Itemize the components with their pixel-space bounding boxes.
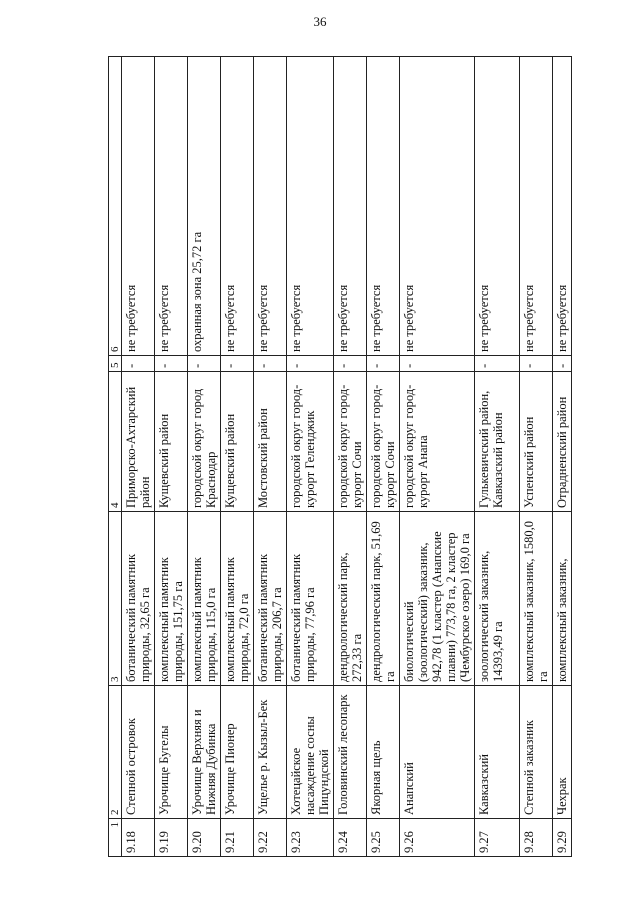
col5-value: - [287, 356, 334, 372]
col5-value: - [520, 356, 553, 372]
col5-value: - [188, 356, 221, 372]
page-number: 36 [313, 14, 327, 29]
table-row [122, 57, 155, 857]
row-number: 9.28 [520, 819, 553, 857]
col5-value: - [155, 356, 188, 372]
col6-value: не требуется [334, 57, 367, 356]
col5-value: - [221, 356, 254, 372]
row-number: 9.20 [188, 819, 221, 857]
object-name: Чехрак [553, 686, 572, 819]
object-name: Урочище Пионер [221, 686, 254, 819]
col6-value: не требуется [221, 57, 254, 356]
object-category: комплексный заказник, 1580,0 га [520, 512, 553, 686]
table-row [334, 57, 367, 857]
table-row [520, 57, 553, 857]
table-row [254, 57, 287, 857]
object-location: Приморско-Ахтарский район [122, 372, 155, 512]
header-col-6: 6 [109, 57, 122, 356]
object-category: комплексный памятник природы, 115,0 га [188, 512, 221, 686]
object-location: городской округ город-курорт Анапа [400, 372, 475, 512]
object-category: ботанический памятник природы, 32,65 га [122, 512, 155, 686]
object-category: дендрологический парк, 272,33 га [334, 512, 367, 686]
row-number: 9.24 [334, 819, 367, 857]
header-col-1: 1 [109, 819, 122, 857]
object-name: Якорная щель [367, 686, 400, 819]
object-name: Головинский лесопарк [334, 686, 367, 819]
table-row [221, 57, 254, 857]
table-row [553, 57, 572, 857]
object-category: ботанический памятник природы, 206,7 га [254, 512, 287, 686]
col5-value: - [400, 356, 475, 372]
col6-value: не требуется [287, 57, 334, 356]
object-category: биологический (зоологический) заказник, 942,78 (1 кластер (Анапские плавни) 773,78 га, 2 кластер (Чембурское озеро) 169,0 га [400, 512, 475, 686]
protected-areas-table [108, 56, 572, 857]
col6-value: не требуется [553, 57, 572, 356]
header-col-2: 2 [109, 686, 122, 819]
table-row [155, 57, 188, 857]
col6-value: не требуется [400, 57, 475, 356]
object-location: Мостовский район [254, 372, 287, 512]
object-name: Анапский [400, 686, 475, 819]
col5-value: - [334, 356, 367, 372]
object-name: Ущелье р. Кызыл-Бек [254, 686, 287, 819]
rotated-table-area [108, 57, 575, 857]
col5-value: - [254, 356, 287, 372]
row-number: 9.19 [155, 819, 188, 857]
object-location: Гулькевичский район, Кавказский район [475, 372, 520, 512]
col6-value: не требуется [155, 57, 188, 356]
table-row [400, 57, 475, 857]
object-name: Хотецайское насаждение сосны Пицундской [287, 686, 334, 819]
object-location: городской округ город-курорт Геленджик [287, 372, 334, 512]
col6-value: не требуется [122, 57, 155, 356]
object-category: дендрологический парк, 51,69 га [367, 512, 400, 686]
col6-value: охранная зона 25,72 га [188, 57, 221, 356]
header-col-3: 3 [109, 512, 122, 686]
col6-value: не требуется [367, 57, 400, 356]
col5-value: - [122, 356, 155, 372]
object-category: комплексный заказник, [553, 512, 572, 686]
col5-value: - [553, 356, 572, 372]
col6-value: не требуется [475, 57, 520, 356]
table-row [475, 57, 520, 857]
object-category: комплексный памятник природы, 151,75 га [155, 512, 188, 686]
object-location: Кущевский район [221, 372, 254, 512]
col6-value: не требуется [254, 57, 287, 356]
object-name: Урочище Верхняя и Нижняя Дубинка [188, 686, 221, 819]
object-category: комплексный памятник природы, 72,0 га [221, 512, 254, 686]
object-name: Урочище Бугелы [155, 686, 188, 819]
header-col-5: 5 [109, 356, 122, 372]
object-name: Степной островок [122, 686, 155, 819]
object-category: ботанический памятник природы, 77,96 га [287, 512, 334, 686]
row-number: 9.21 [221, 819, 254, 857]
object-category: зоологический заказник, 14393,49 га [475, 512, 520, 686]
col5-value: - [475, 356, 520, 372]
table-row [287, 57, 334, 857]
object-location: Кущевский район [155, 372, 188, 512]
object-location: Успенский район [520, 372, 553, 512]
object-name: Степной заказник [520, 686, 553, 819]
row-number: 9.23 [287, 819, 334, 857]
col6-value: не требуется [520, 57, 553, 356]
row-number: 9.26 [400, 819, 475, 857]
table-row [188, 57, 221, 857]
header-col-4: 4 [109, 372, 122, 512]
table-header-row [109, 57, 122, 857]
object-location: Отрадненский район [553, 372, 572, 512]
row-number: 9.18 [122, 819, 155, 857]
object-location: городской округ город-курорт Сочи [367, 372, 400, 512]
row-number: 9.25 [367, 819, 400, 857]
object-name: Кавказский [475, 686, 520, 819]
row-number: 9.27 [475, 819, 520, 857]
rotated-table-container [108, 57, 575, 857]
object-location: городской округ город-курорт Сочи [334, 372, 367, 512]
table-row [367, 57, 400, 857]
row-number: 9.22 [254, 819, 287, 857]
col5-value: - [367, 356, 400, 372]
object-location: городской округ город Краснодар [188, 372, 221, 512]
row-number: 9.29 [553, 819, 572, 857]
